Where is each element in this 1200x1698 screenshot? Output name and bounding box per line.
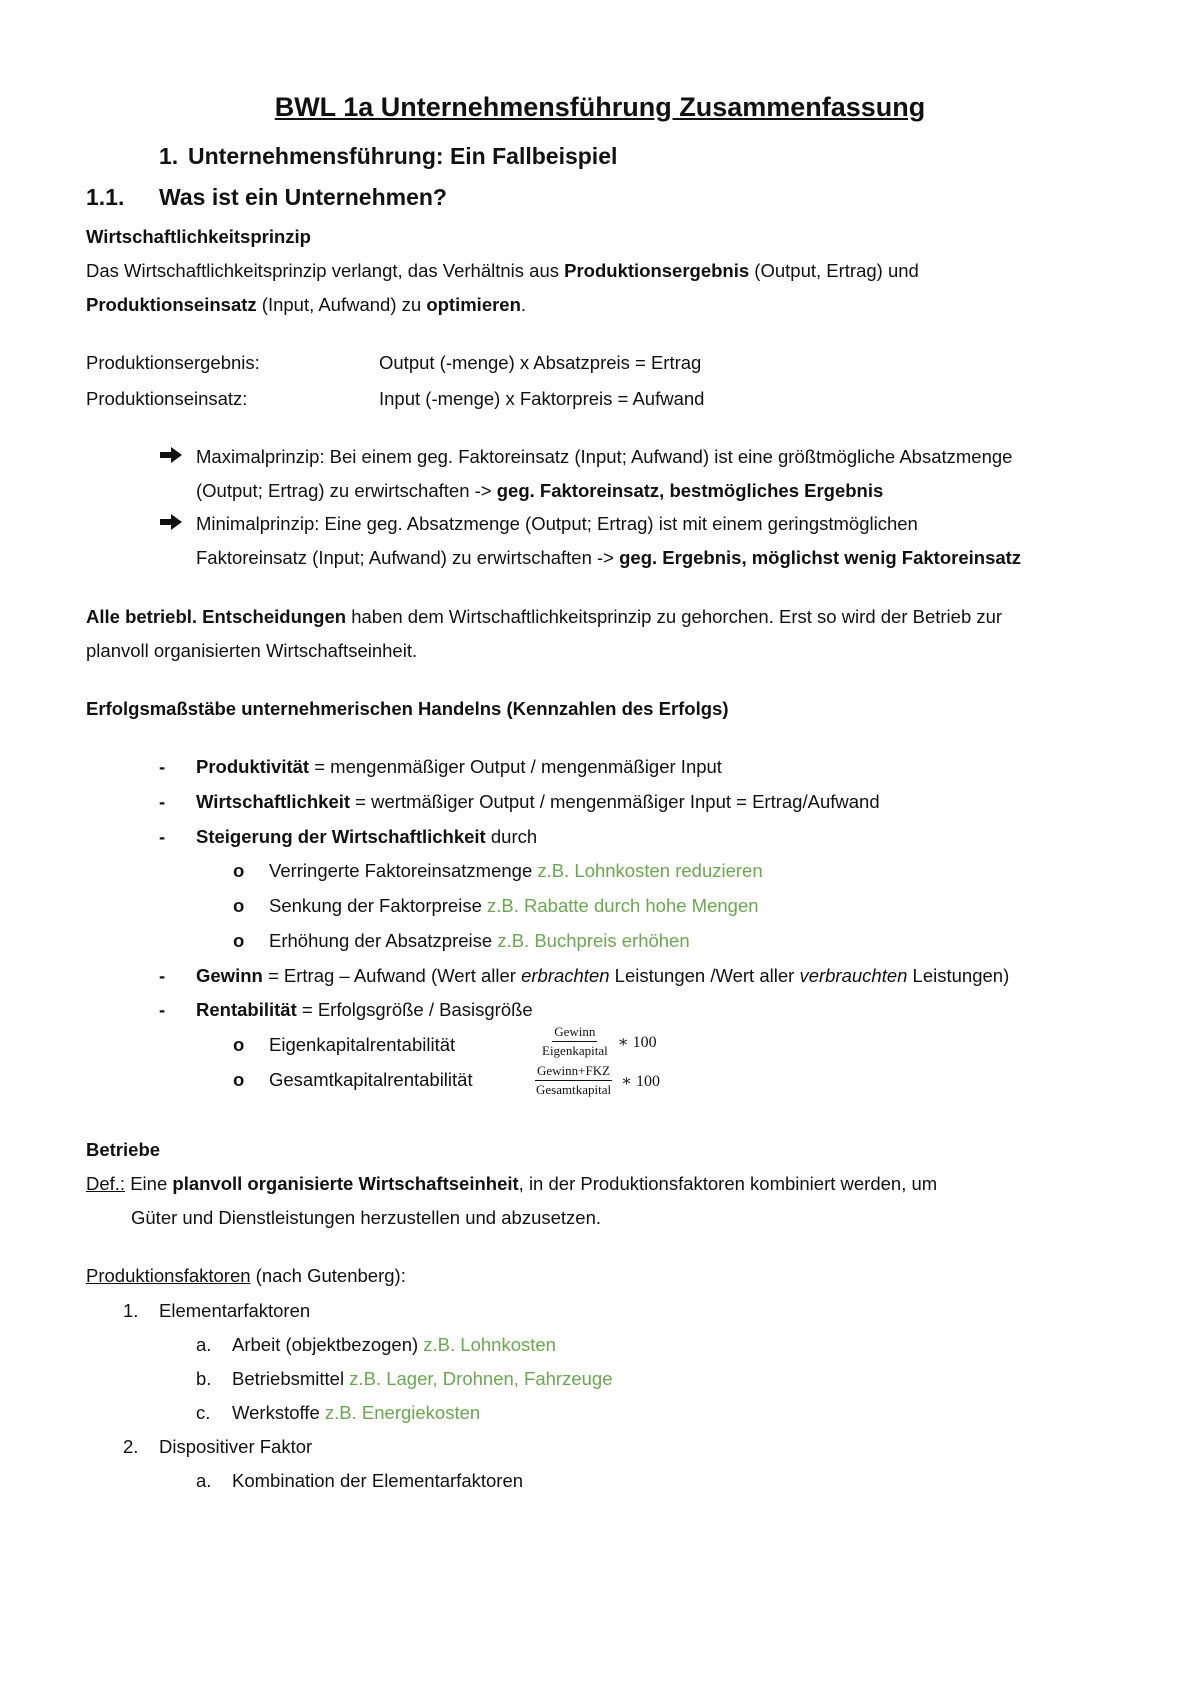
section-heading-wirtschaftlichkeitsprinzip: Wirtschaftlichkeitsprinzip <box>86 226 311 247</box>
list-letter: a. <box>196 1334 212 1355</box>
heading-2-number: 1.1. <box>86 184 125 210</box>
list-item-steigerung: Steigerung der Wirtschaftlichkeit durch <box>196 826 538 847</box>
multiplier: ∗ 100 <box>617 1033 657 1051</box>
sub-item: Erhöhung der Absatzpreise z.B. Buchpreis erhöhen <box>269 930 690 951</box>
list-letter: a. <box>196 1470 212 1491</box>
sub-item: Senkung der Faktorpreise z.B. Rabatte durch hohe Mengen <box>269 895 759 916</box>
paragraph-line: Alle betriebl. Entscheidungen haben dem Wirtschaftlichkeitsprinzip zu gehorchen. Erst so wird der Betrieb zur <box>86 606 1003 627</box>
arrow-right-icon <box>159 513 183 531</box>
minimalprinzip-line-2: Faktoreinsatz (Input; Aufwand) zu erwirtschaften -> geg. Ergebnis, möglichst wenig Faktoreinsatz <box>196 547 1022 568</box>
dash-bullet: - <box>159 791 166 812</box>
sub-item-kombination: Kombination der Elementarfaktoren <box>232 1470 524 1491</box>
formula-label: Produktionsergebnis: <box>86 352 260 373</box>
list-number: 2. <box>123 1436 139 1457</box>
heading-1-number: 1. <box>159 143 179 169</box>
list-item-gewinn: Gewinn = Ertrag – Aufwand (Wert aller erbrachten Leistungen /Wert aller verbrauchten Leistungen) <box>196 965 1010 986</box>
circle-bullet: o <box>233 1034 245 1055</box>
circle-bullet: o <box>233 1069 245 1090</box>
arrow-right-icon <box>159 446 183 464</box>
list-letter: c. <box>196 1402 211 1423</box>
paragraph-line: Produktionseinsatz (Input, Aufwand) zu optimieren. <box>86 294 527 315</box>
definition-line: Güter und Dienstleistungen herzustellen und abzusetzen. <box>131 1207 601 1228</box>
produktionsfaktoren-heading: Produktionsfaktoren (nach Gutenberg): <box>86 1265 406 1286</box>
dash-bullet: - <box>159 999 166 1020</box>
list-item-dispositiver-faktor: Dispositiver Faktor <box>159 1436 313 1457</box>
formula-gesamtkapitalrentabilitaet <box>534 1063 660 1098</box>
fraction-numerator: Gewinn <box>552 1024 597 1042</box>
minimalprinzip-line-1: Minimalprinzip: Eine geg. Absatzmenge (Output; Ertrag) ist mit einem geringstmöglichen <box>196 513 918 534</box>
formula-label: Produktionseinsatz: <box>86 388 248 409</box>
formula-value: Input (-menge) x Faktorpreis = Aufwand <box>379 388 705 409</box>
heading-2: Was ist ein Unternehmen? <box>159 184 447 210</box>
document-title: BWL 1a Unternehmensführung Zusammenfassung <box>274 92 926 122</box>
list-item-elementarfaktoren: Elementarfaktoren <box>159 1300 311 1321</box>
definition-line: Def.: Eine planvoll organisierte Wirtschaftseinheit, in der Produktionsfaktoren kombiniert werden, um <box>86 1173 938 1194</box>
formula-value: Output (-menge) x Absatzpreis = Ertrag <box>379 352 702 373</box>
sub-item-eigenkapitalrentabilitaet: Eigenkapitalrentabilität <box>269 1034 456 1055</box>
sub-item-werkstoffe: Werkstoffe z.B. Energiekosten <box>232 1402 481 1423</box>
formula-eigenkapitalrentabilitaet <box>540 1024 657 1059</box>
fraction-numerator: Gewinn+FKZ <box>535 1063 612 1081</box>
sub-item-betriebsmittel: Betriebsmittel z.B. Lager, Drohnen, Fahrzeuge <box>232 1368 613 1389</box>
list-number: 1. <box>123 1300 139 1321</box>
list-letter: b. <box>196 1368 212 1389</box>
section-heading-betriebe: Betriebe <box>86 1139 161 1160</box>
sub-item-gesamtkapitalrentabilitaet: Gesamtkapitalrentabilität <box>269 1069 473 1090</box>
list-item-produktivitaet: Produktivität = mengenmäßiger Output / mengenmäßiger Input <box>196 756 722 777</box>
heading-1: Unternehmensführung: Ein Fallbeispiel <box>188 143 618 169</box>
circle-bullet: o <box>233 930 245 951</box>
sub-item-arbeit: Arbeit (objektbezogen) z.B. Lohnkosten <box>232 1334 556 1355</box>
multiplier: ∗ 100 <box>621 1072 660 1090</box>
circle-bullet: o <box>233 860 245 881</box>
maximalprinzip-line-2: (Output; Ertrag) zu erwirtschaften -> geg. Faktoreinsatz, bestmögliches Ergebnis <box>196 480 884 501</box>
list-item-rentabilitaet: Rentabilität = Erfolgsgröße / Basisgröße <box>196 999 533 1020</box>
dash-bullet: - <box>159 756 166 777</box>
circle-bullet: o <box>233 895 245 916</box>
dash-bullet: - <box>159 826 166 847</box>
maximalprinzip-line-1: Maximalprinzip: Bei einem geg. Faktoreinsatz (Input; Aufwand) ist eine größtmögliche Absatzmenge <box>196 446 1013 467</box>
list-item-wirtschaftlichkeit: Wirtschaftlichkeit = wertmäßiger Output / mengenmäßiger Input = Ertrag/Aufwand <box>196 791 880 812</box>
sub-item: Verringerte Faktoreinsatzmenge z.B. Lohnkosten reduzieren <box>269 860 763 881</box>
fraction-denominator: Eigenkapital <box>542 1043 608 1058</box>
fraction-denominator: Gesamtkapital <box>536 1082 612 1097</box>
section-heading-erfolgsmassstaebe: Erfolgsmaßstäbe unternehmerischen Handelns (Kennzahlen des Erfolgs) <box>86 698 729 719</box>
dash-bullet: - <box>159 965 166 986</box>
paragraph-line: Das Wirtschaftlichkeitsprinzip verlangt, das Verhältnis aus Produktionsergebnis (Output, Ertrag) und <box>86 260 919 281</box>
paragraph-line: planvoll organisierten Wirtschaftseinheit. <box>86 640 418 661</box>
